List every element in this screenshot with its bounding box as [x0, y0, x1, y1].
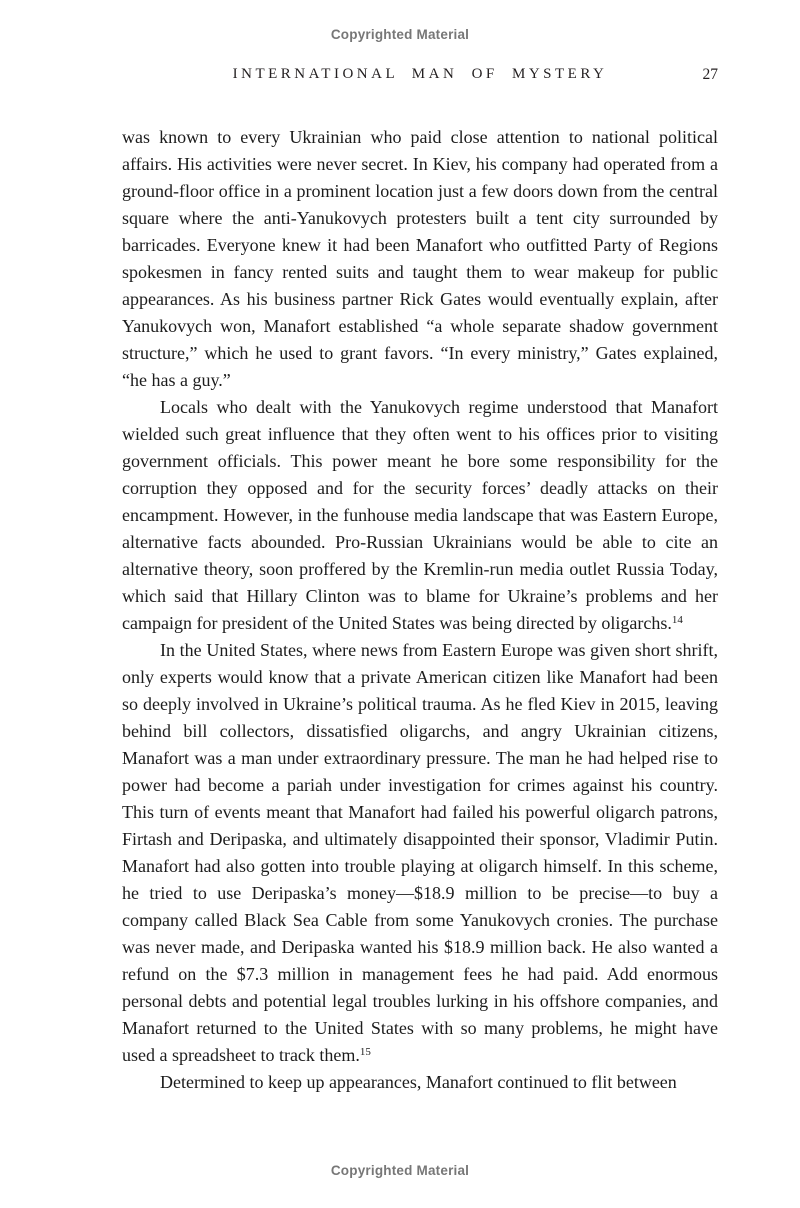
paragraph: was known to every Ukrainian who paid close attention to national political affairs. His activities were never secret. In Kiev, his company had operated from a ground-floor office in a prominent location just a few doors down from the central square where the anti-Yanukovych protesters built a tent city surrounded by barricades. Everyone knew it had been Manafort who outfitted Party of Regions spokesmen in fancy rented suits and taught them to wear makeup for public appearances. As his business partner Rick Gates would eventually explain, after Yanukovych won, Manafort established “a whole separate shadow government structure,” which he used to grant favors. “In every ministry,” Gates explained, “he has a guy.” — [122, 127, 718, 390]
copyright-notice-top: Copyrighted Material — [330, 27, 470, 42]
paragraph: In the United States, where news from Eastern Europe was given short shrift, only experts would know that a private American citizen like Manafort had been so deeply involved in Ukraine’s political trauma. As he fled Kiev in 2015, leaving behind bill collectors, dissatisfied oligarchs, and angry Ukrainian citizens, Manafort was a man under extraordinary pressure. The man he had helped rise to power had become a pariah under investigation for crimes against his country. This turn of events meant that Manafort had failed his powerful oligarch patrons, Firtash and Deripaska, and ultimately disappointed their sponsor, Vladimir Putin. Manafort had also gotten into trouble playing at oligarch himself. In this scheme, he tried to use Deripaska’s money—$18.9 million to be precise—to buy a company called Black Sea Cable from some Yanukovych cronies. The purchase was never made, and Deripaska wanted his $18.9 million back. He also wanted a refund on the $7.3 million in management fees he had paid. Add enormous personal debts and potential legal troubles lurking in his offshore companies, and Manafort returned to the United States with so many problems, he might have used a spreadsheet to track them.$^{15}$ — [122, 640, 718, 1065]
footnote-ref: 15 — [359, 1046, 371, 1058]
copyright-notice-bottom: Copyrighted Material — [330, 1163, 470, 1178]
paragraph: Locals who dealt with the Yanukovych regime understood that Manafort wielded such great influence that they often went to his offices prior to visiting government officials. This power meant he bore some responsibility for the corruption they opposed and for the security forces’ deadly attacks on their encampment. However, in the funhouse media landscape that was Eastern Europe, alternative facts abounded. Pro-Russian Ukrainians would be able to cite an alternative theory, soon proffered by the Kremlin-run media outlet Russia Today, which said that Hillary Clinton was to blame for Ukraine’s problems and her campaign for president of the United States was being directed by oligarchs.$^{14}$ — [122, 397, 718, 633]
running-header — [122, 66, 718, 88]
chapter-title: INTERNATIONAL MAN OF MYSTERY — [232, 66, 608, 82]
body-text — [122, 124, 718, 1096]
paragraph: Determined to keep up appearances, Manafort continued to flit between — [160, 1072, 677, 1092]
footnote-ref: 14 — [671, 614, 683, 626]
page-number: 27 — [702, 66, 718, 83]
